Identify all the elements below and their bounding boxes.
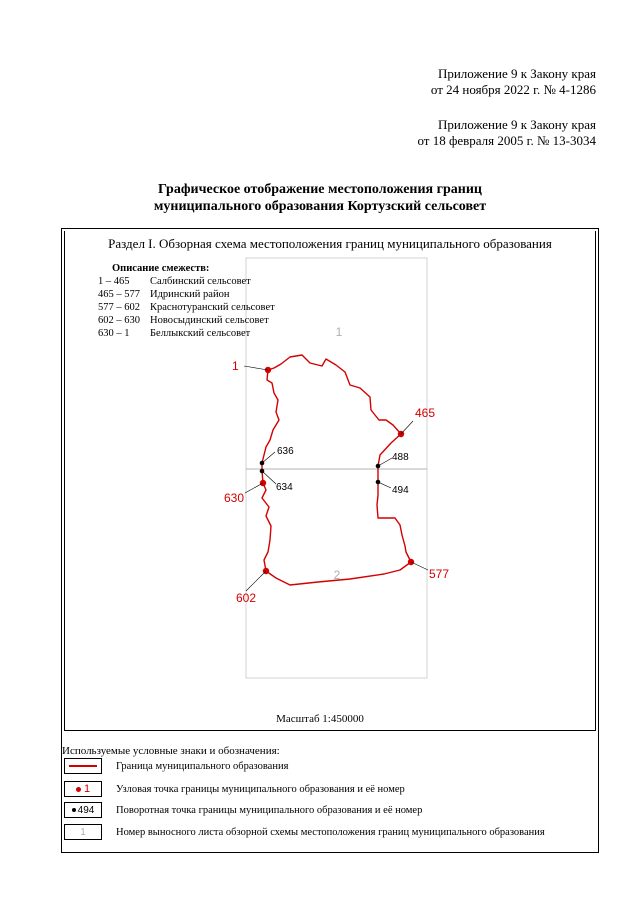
adjacency-range: 630 – 1 — [98, 328, 130, 339]
adjacency-row — [98, 314, 275, 327]
adjacency-range: 465 – 577 — [98, 289, 140, 300]
section-title: Раздел I. Обзорная схема местоположения границ муниципального образования — [108, 236, 552, 251]
appendix-line: Приложение 9 к Закону края — [437, 66, 596, 81]
node-label-602: 602 — [236, 591, 257, 605]
adjacency-description — [98, 262, 275, 340]
legend-item-turn-point — [64, 801, 422, 819]
legend-item-boundary — [64, 757, 288, 775]
turn-label-636: 636 — [277, 446, 294, 457]
adjacency-neighbor: Беллыкский сельсовет — [150, 328, 251, 339]
adjacency-neighbor: Идринский район — [150, 289, 230, 300]
adjacency-title: Описание смежеств: — [112, 263, 210, 274]
turn-label-494: 494 — [392, 485, 409, 496]
turn-label-634: 634 — [276, 482, 293, 493]
node-label-577: 577 — [429, 567, 450, 581]
adjacency-row — [98, 288, 275, 301]
legend-text: Узловая точка границы муниципального образования и её номер — [116, 783, 405, 795]
adjacency-neighbor: Новосыдинский сельсовет — [150, 315, 269, 326]
sheet-label-1: 1 — [335, 325, 343, 339]
legend-text: Граница муниципального образования — [116, 760, 289, 772]
sheet-label-2: 2 — [333, 568, 341, 582]
adjacency-row — [98, 327, 275, 340]
document-title-line-2: муниципального образования Кортузский сельсовет — [153, 199, 487, 214]
node-label-630: 630 — [224, 491, 245, 505]
turn-point-icon — [72, 805, 95, 816]
adjacency-row — [98, 301, 275, 314]
legend-symbol-turn — [64, 802, 102, 818]
appendix-line: Приложение 9 к Закону края — [437, 117, 596, 132]
turn-label-488: 488 — [392, 452, 409, 463]
boundary-line-icon — [69, 765, 97, 767]
adjacency-range: 602 – 630 — [98, 315, 140, 326]
legend-node-sample: 1 — [83, 783, 91, 795]
document-title-line-1: Графическое отображение местоположения границ — [158, 182, 482, 197]
adjacency-neighbor: Краснотуранский сельсовет — [150, 302, 275, 313]
node-point-icon — [76, 783, 90, 795]
legend-turn-sample: 494 — [77, 804, 95, 816]
adjacency-range: 577 – 602 — [98, 302, 140, 313]
adjacency-neighbor: Салбинский сельсовет — [150, 276, 251, 287]
adjacency-row — [98, 275, 275, 288]
map-scale: Масштаб 1:450000 — [276, 713, 364, 725]
adjacency-range: 1 – 465 — [98, 276, 130, 287]
legend-text: Номер выносного листа обзорной схемы местоположения границ муниципального образования — [116, 826, 545, 838]
legend-text: Поворотная точка границы муниципального образования и её номер — [116, 804, 423, 816]
legend-item-sheet-number — [64, 823, 545, 841]
appendix-date-line: от 18 февраля 2005 г. № 13-3034 — [417, 133, 596, 148]
appendix-date-line: от 24 ноября 2022 г. № 4-1286 — [430, 82, 596, 97]
legend-symbol-line — [64, 758, 102, 774]
node-label-465: 465 — [415, 406, 436, 420]
node-label-1: 1 — [232, 359, 239, 373]
legend-item-node-point — [64, 780, 405, 798]
legend-title: Используемые условные знаки и обозначения: — [62, 745, 280, 757]
legend-symbol-node — [64, 781, 102, 797]
sheet-number-icon: 1 — [80, 826, 86, 838]
legend-symbol-sheet — [64, 824, 102, 840]
